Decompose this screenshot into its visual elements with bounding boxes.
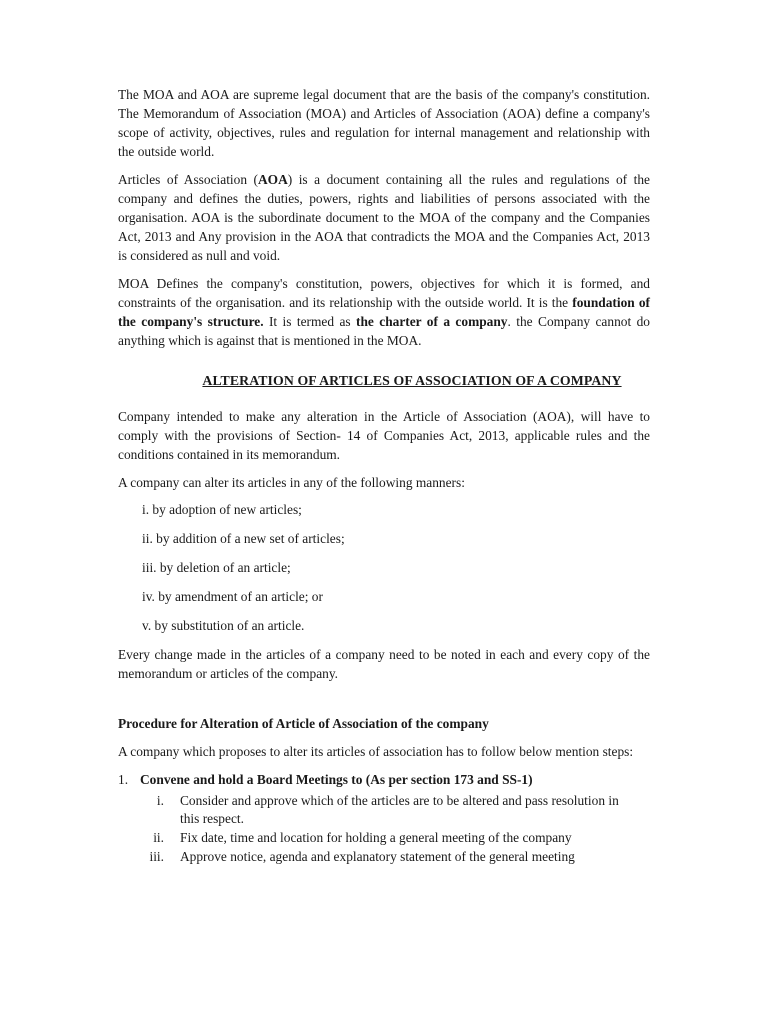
list-item: v. by substitution of an article.	[142, 618, 305, 633]
list-item: iv. by amendment of an article; or	[142, 589, 323, 604]
item-number: iii.	[149, 849, 164, 864]
paragraph-moa-aoa-intro: The MOA and AOA are supreme legal document that are the basis of the company's constitution. The Memorandum of Association (MOA) and Articles of Association (AOA) define a company's scope of activity, objectives, rules and regulation for internal management and relationship with the outside world.	[118, 87, 650, 159]
item-text: Fix date, time and location for holding a general meeting of the company	[180, 830, 572, 845]
item-text: Approve notice, agenda and explanatory statement of the general meeting	[180, 849, 575, 864]
aoa-text-rest: ) is a document containing all the rules and regulations of the company and defines the duties, powers, rights and liabilities of persons associated with the organisation. AOA is the subordinate document to the MOA of the company and the Companies Act, 2013 and Any provision in the AOA that contradicts the MOA and the Companies Act, 2013 is considered as null and void.	[118, 172, 650, 263]
paragraph-moa-definition	[118, 274, 650, 350]
aoa-bold-term: AOA	[257, 172, 288, 187]
item-text: Consider and approve which of the articles are to be altered and pass resolution in this respect.	[180, 793, 619, 826]
document-page	[118, 85, 650, 867]
moa-bold-charter: the charter of a company	[356, 314, 508, 329]
aoa-text-start: Articles of Association (	[118, 172, 258, 187]
item-number: ii.	[153, 830, 164, 845]
step-number: 1.	[118, 772, 129, 787]
list-item: i. by adoption of new articles;	[142, 502, 302, 517]
paragraph-aoa-definition	[118, 170, 650, 265]
step-heading	[118, 770, 650, 789]
section-title: ALTERATION OF ARTICLES OF ASSOCIATION OF A COMPANY	[202, 373, 622, 388]
item-number: i.	[156, 793, 164, 808]
moa-text-start: MOA Defines the company's constitution, powers, objectives for which it is formed, and constraints of the organisation. and its relationship with the outside world. It is the	[118, 276, 650, 310]
paragraph-alteration-intro: Company intended to make any alteration in the Article of Association (AOA), will have to comply with the provisions of Section- 14 of Companies Act, 2013, applicable rules and the conditions contained in its memorandum.	[118, 409, 650, 462]
paragraph-manners-intro: A company can alter its articles in any of the following manners:	[118, 475, 465, 490]
list-item: ii. by addition of a new set of articles;	[142, 531, 345, 546]
manners-list	[118, 500, 650, 635]
moa-bold-foundation: foundation of the company's structure.	[118, 295, 650, 329]
moa-text-end: . the Company cannot do anything which is against that is mentioned in the MOA.	[118, 314, 650, 348]
paragraph-procedure-intro: A company which proposes to alter its articles of association has to follow below mention steps:	[118, 744, 634, 759]
step-title: Convene and hold a Board Meetings to (As per section 173 and SS-1)	[140, 772, 533, 787]
list-item	[118, 792, 650, 828]
step-items-list	[118, 792, 650, 866]
list-item: iii. by deletion of an article;	[142, 560, 291, 575]
moa-text-middle: It is termed as	[263, 314, 356, 329]
list-item	[118, 848, 650, 866]
paragraph-change-note: Every change made in the articles of a company need to be noted in each and every copy of the memorandum or articles of the company.	[118, 647, 650, 681]
list-item	[118, 829, 650, 847]
procedure-title: Procedure for Alteration of Article of Association of the company	[118, 716, 489, 731]
